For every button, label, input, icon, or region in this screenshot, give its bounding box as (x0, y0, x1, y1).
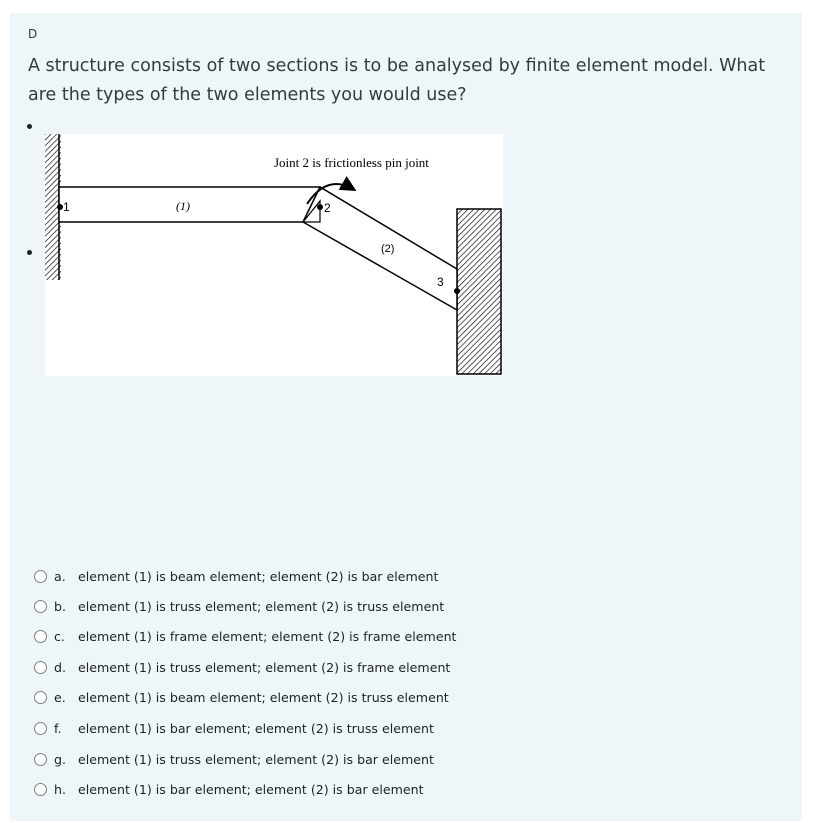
answer-letter: c. (54, 629, 65, 644)
structure-diagram (45, 134, 503, 376)
question-text: A structure consists of two sections is to be analysed by finite element model. What are the types of the two elements you would use? (28, 56, 766, 105)
answer-text: element (1) is beam element; element (2) is bar element (78, 569, 439, 584)
answer-letter: a. (54, 569, 66, 584)
answer-option[interactable] (34, 657, 454, 679)
radio-button[interactable] (34, 722, 47, 735)
answer-letter: e. (54, 690, 66, 705)
answer-text: element (1) is truss element; element (2) is bar element (78, 752, 434, 767)
answer-option[interactable] (34, 566, 454, 588)
answer-letter: f. (54, 721, 62, 736)
radio-button[interactable] (34, 600, 47, 613)
answer-text: element (1) is truss element; element (2) is frame element (78, 660, 451, 675)
radio-button[interactable] (34, 691, 47, 704)
radio-button[interactable] (34, 753, 47, 766)
right-wall (457, 209, 501, 374)
figure-caption: Joint 2 is frictionless pin joint (274, 155, 429, 170)
bullet-icon (27, 124, 32, 129)
answer-option[interactable] (34, 626, 457, 648)
answer-text: element (1) is beam element; element (2) is truss element (78, 690, 449, 705)
structure-figure (45, 134, 503, 376)
answer-letter: b. (54, 599, 66, 614)
answer-letter: g. (54, 752, 66, 767)
answer-text: element (1) is bar element; element (2) is truss element (78, 721, 434, 736)
node-3-label: 3 (437, 275, 444, 289)
answer-text: element (1) is frame element; element (2) is frame element (78, 629, 457, 644)
bullet-icon (27, 250, 32, 255)
radio-button[interactable] (34, 661, 47, 674)
answer-letter: d. (54, 660, 66, 675)
answer-option[interactable] (34, 596, 454, 618)
radio-button[interactable] (34, 570, 47, 583)
element-1-label: (1) (176, 199, 190, 213)
question-label: D (28, 27, 38, 41)
node-2 (317, 204, 323, 210)
node-2-label: 2 (324, 201, 331, 215)
answer-option[interactable] (34, 749, 454, 771)
element-2-label: (2) (381, 243, 395, 255)
node-3 (454, 288, 460, 294)
answer-letter: h. (54, 782, 66, 797)
answer-text: element (1) is bar element; element (2) is bar element (78, 782, 424, 797)
answer-option[interactable] (34, 779, 454, 801)
answer-option[interactable] (34, 718, 454, 740)
node-1-label: 1 (63, 200, 70, 214)
radio-button[interactable] (34, 630, 47, 643)
answer-option[interactable] (34, 687, 454, 709)
radio-button[interactable] (34, 783, 47, 796)
answer-text: element (1) is truss element; element (2) is truss element (78, 599, 445, 614)
